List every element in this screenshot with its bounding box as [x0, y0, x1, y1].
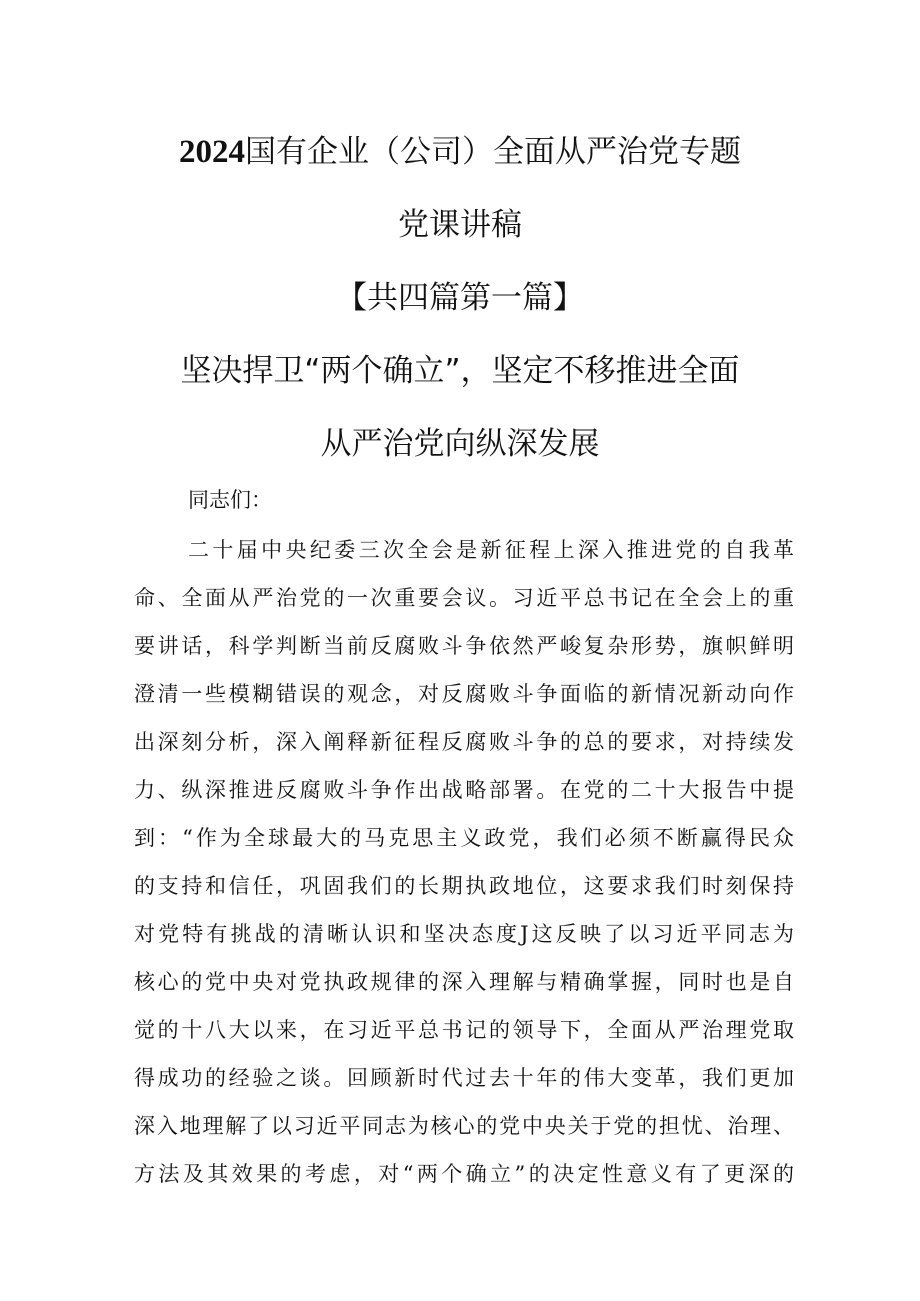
title-line-1-text: 国有企业（公司）全面从严治党专题 — [245, 134, 741, 170]
title-line-3: 【共四篇第一篇】 — [336, 280, 584, 316]
paragraph-line: 要讲话，科学判断当前反腐败斗争依然严峻复杂形势，旗帜鲜明 — [134, 634, 794, 658]
paragraph-line: 二十届中央纪委三次全会是新征程上深入推进党的自我革 — [188, 538, 794, 562]
paragraph-line: 方法及其效果的考虑，对“两个确立”的决定性意义有了更深的 — [134, 1162, 794, 1186]
title-line-2: 党课讲稿 — [398, 207, 522, 243]
paragraph-line: 核心的党中央对党执政规律的深入理解与精确掌握，同时也是自 — [134, 970, 794, 994]
title-line-1 — [0, 132, 920, 172]
paragraph-line: 对党特有挑战的清晰认识和坚决态度J这反映了以习近平同志为 — [134, 922, 794, 946]
title-year: 2024 — [179, 134, 245, 170]
greeting: 同志们： — [188, 488, 272, 512]
paragraph-line: 命、全面从严治党的一次重要会议。习近平总书记在全会上的重 — [134, 586, 794, 610]
title-line-5: 从严治党向纵深发展 — [320, 426, 600, 462]
paragraph-line: 澄清一些模糊错误的观念，对反腐败斗争面临的新情况新动向作 — [134, 682, 794, 706]
paragraph-line: 的支持和信任，巩固我们的长期执政地位，这要求我们时刻保持 — [134, 874, 794, 898]
title-line-4: 坚决捍卫“两个确立”，坚定不移推进全面 — [180, 353, 740, 389]
paragraph-line: 觉的十八大以来，在习近平总书记的领导下，全面从严治理党取 — [134, 1018, 794, 1042]
paragraph-line: 到：“作为全球最大的马克思主义政党，我们必须不断赢得民众 — [134, 826, 794, 850]
paragraph-line: 深入地理解了以习近平同志为核心的党中央关于党的担忧、治理、 — [134, 1114, 794, 1138]
paragraph-line: 出深刻分析，深入阐释新征程反腐败斗争的总的要求，对持续发 — [134, 730, 794, 754]
paragraph-line: 力、纵深推进反腐败斗争作出战略部署。在党的二十大报告中提 — [134, 778, 794, 802]
body-paragraph — [134, 526, 794, 1198]
paragraph-line: 得成功的经验之谈。回顾新时代过去十年的伟大变革，我们更加 — [134, 1066, 794, 1090]
